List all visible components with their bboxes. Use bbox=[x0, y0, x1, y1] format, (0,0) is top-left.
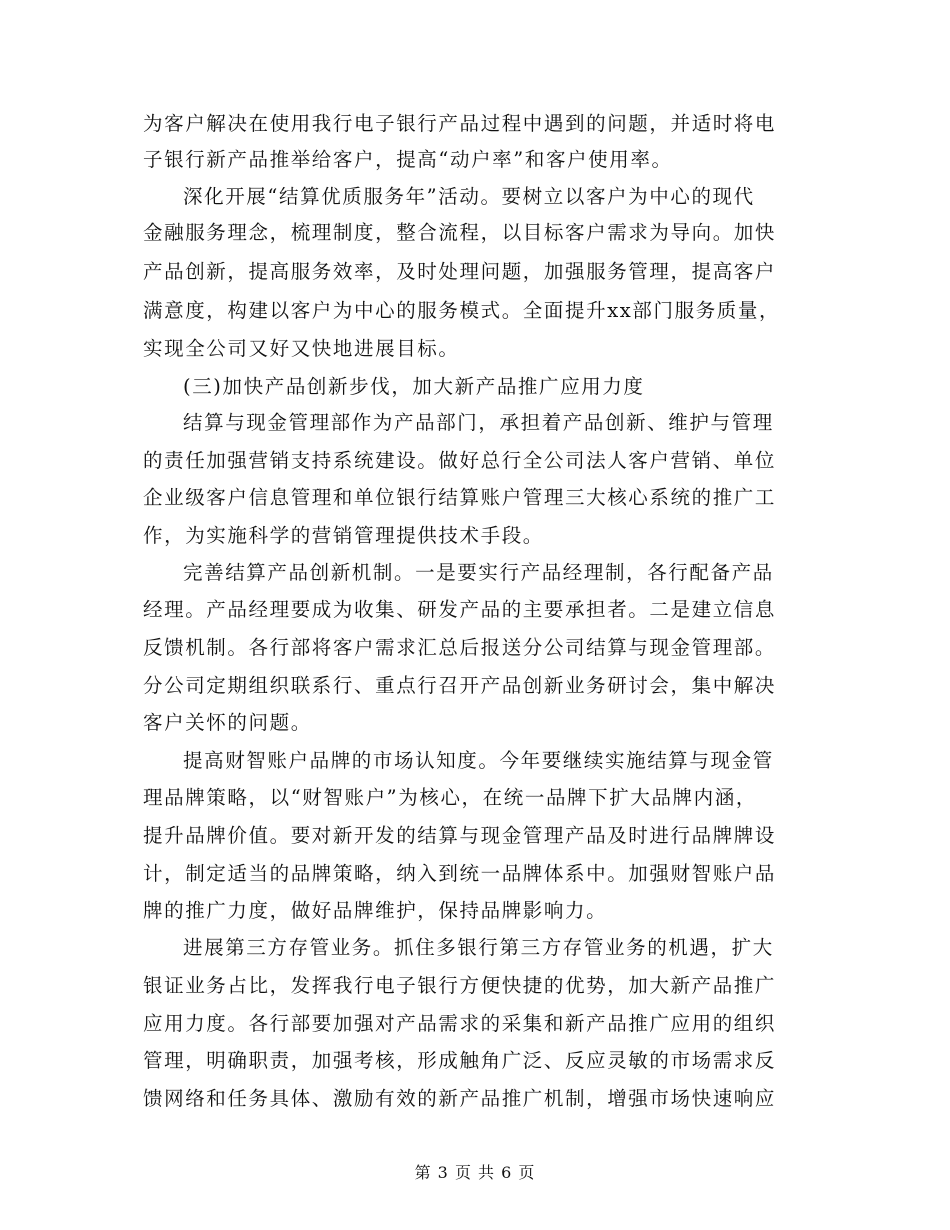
text-line: 银证业务占比，发挥我行电子银行方便快捷的优势，加大新产品推广 bbox=[143, 974, 777, 997]
paragraph-start-line: 提高财智账户品牌的市场认知度。今年要继续实施结算与现金管 bbox=[183, 749, 774, 772]
text-line: 计，制定适当的品牌策略，纳入到统一品牌体系中。加强财智账户品 bbox=[143, 862, 777, 885]
text-line: 管理，明确职责，加强考核，形成触角广泛、反应灵敏的市场需求反 bbox=[143, 1049, 777, 1072]
text-line: 应用力度。各行部要加强对产品需求的采集和新产品推广应用的组织 bbox=[143, 1012, 777, 1035]
text-line: 经理。产品经理要成为收集、研发产品的主要承担者。二是建立信息 bbox=[143, 598, 777, 621]
text-line: 的责任加强营销支持系统建设。做好总行全公司法人客户营销、单位 bbox=[143, 449, 777, 472]
section-heading: (三)加快产品创新步伐，加大新产品推广应用力度 bbox=[183, 375, 645, 398]
paragraph-start-line: 进展第三方存管业务。抓住多银行第三方存管业务的机遇，扩大 bbox=[183, 936, 774, 959]
text-line: 实现全公司又好又快地进展目标。 bbox=[143, 337, 460, 360]
text-line: 子银行新产品推举给客户，提高“动户率”和客户使用率。 bbox=[143, 148, 673, 171]
paragraph-start-line: 结算与现金管理部作为产品部门，承担着产品创新、维护与管理 bbox=[183, 411, 774, 434]
text-line: 反馈机制。各行部将客户需求汇总后报送分公司结算与现金管理部。 bbox=[143, 636, 777, 659]
text-line: 馈网络和任务具体、激励有效的新产品推广机制，增强市场快速响应 bbox=[143, 1087, 777, 1110]
page-number-footer: 第 3 页 共 6 页 bbox=[414, 1163, 536, 1182]
text-line: 满意度，构建以客户为中心的服务模式。全面提升xx部门服务质量， bbox=[143, 299, 781, 322]
text-line: 客户关怀的问题。 bbox=[143, 711, 312, 734]
text-line: 金融服务理念，梳理制度，整合流程，以目标客户需求为导向。加快 bbox=[143, 221, 777, 244]
text-line: 理品牌策略，以“财智账户”为核心，在统一品牌下扩大品牌内涵， bbox=[143, 786, 757, 809]
paragraph-start-line: 深化开展“结算优质服务年”活动。要树立以客户为中心的现代 bbox=[183, 185, 755, 208]
text-line: 分公司定期组织联系行、重点行召开产品创新业务研讨会，集中解决 bbox=[143, 674, 777, 697]
text-line: 作，为实施科学的营销管理提供技术手段。 bbox=[143, 524, 544, 547]
text-line: 牌的推广力度，做好品牌维护，保持品牌影响力。 bbox=[143, 899, 608, 922]
text-line: 企业级客户信息管理和单位银行结算账户管理三大核心系统的推广工 bbox=[143, 486, 777, 509]
text-line: 为客户解决在使用我行电子银行产品过程中遇到的问题，并适时将电 bbox=[143, 112, 777, 135]
text-line: 提升品牌价值。要对新开发的结算与现金管理产品及时进行品牌牌设 bbox=[143, 824, 777, 847]
paragraph-start-line: 完善结算产品创新机制。一是要实行产品经理制，各行配备产品 bbox=[183, 561, 774, 584]
text-line: 产品创新，提高服务效率，及时处理问题，加强服务管理，提高客户 bbox=[143, 260, 777, 283]
